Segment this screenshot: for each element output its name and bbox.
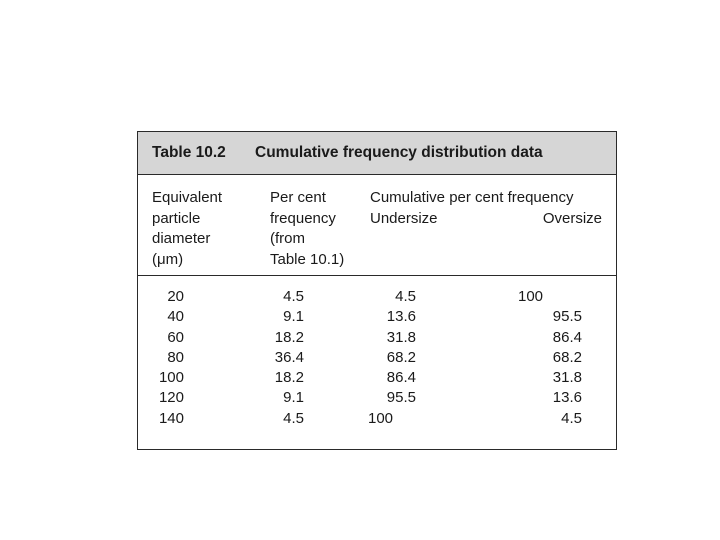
- table-cell: 31.8: [552, 369, 582, 387]
- header-divider: [138, 275, 616, 276]
- table-cell: 18.2: [274, 328, 304, 346]
- header-undersize: Undersize: [370, 209, 438, 227]
- table-title-bar: [138, 132, 616, 175]
- table-cell: 68.2: [552, 348, 582, 366]
- column-frequency: [268, 287, 304, 429]
- table-cell: 4.5: [283, 409, 304, 427]
- table-cell: 36.4: [274, 348, 304, 366]
- header-line: (μm): [152, 250, 184, 268]
- header-line: Table 10.1): [270, 250, 345, 268]
- table-cell: 86.4: [552, 328, 582, 346]
- table-cell: 86.4: [386, 369, 416, 387]
- table-title: Cumulative frequency distribution data: [255, 144, 543, 161]
- header-oversize-wrap: [543, 209, 602, 230]
- column-oversize: [518, 287, 582, 429]
- table-cell: 13.6: [552, 389, 582, 407]
- header-line: frequency: [270, 209, 336, 227]
- header-line: Cumulative per cent frequency: [370, 189, 574, 206]
- table-cell: 18.2: [274, 369, 304, 387]
- column-undersize: [368, 287, 416, 429]
- table-cell: 31.8: [386, 328, 416, 346]
- header-line: Equivalent: [152, 189, 223, 206]
- header-oversize: Oversize: [542, 209, 602, 227]
- header-line: diameter: [152, 230, 211, 247]
- table-cell: 4.5: [395, 288, 416, 305]
- header-line: particle: [152, 209, 201, 227]
- header-frequency: [270, 188, 344, 270]
- column-diameter: [152, 287, 184, 429]
- table-cell: 95.5: [552, 308, 582, 326]
- table-cell: 100: [368, 409, 394, 427]
- table-cell: 120: [158, 389, 184, 407]
- table-cell: 9.1: [283, 308, 304, 326]
- table-cell: 13.6: [386, 308, 416, 326]
- table-cell: 40: [167, 308, 184, 326]
- header-line: (from: [270, 230, 305, 247]
- table-cell: 4.5: [561, 409, 582, 427]
- table-cell: 60: [167, 328, 184, 346]
- table-cell: 9.1: [283, 389, 304, 407]
- header-line: Per cent: [270, 189, 326, 206]
- table-number: Table 10.2: [152, 144, 226, 161]
- header-diameter: [152, 188, 222, 270]
- table-cell: 95.5: [386, 389, 416, 407]
- table-cell: 100: [518, 288, 544, 305]
- table-cell: 20: [167, 288, 184, 305]
- table-cell: 140: [158, 409, 184, 427]
- table-cell: 68.2: [386, 348, 416, 366]
- table-cell: 80: [167, 348, 184, 366]
- table-cell: 100: [158, 369, 184, 387]
- data-table: [137, 131, 617, 450]
- table-cell: 4.5: [283, 288, 304, 305]
